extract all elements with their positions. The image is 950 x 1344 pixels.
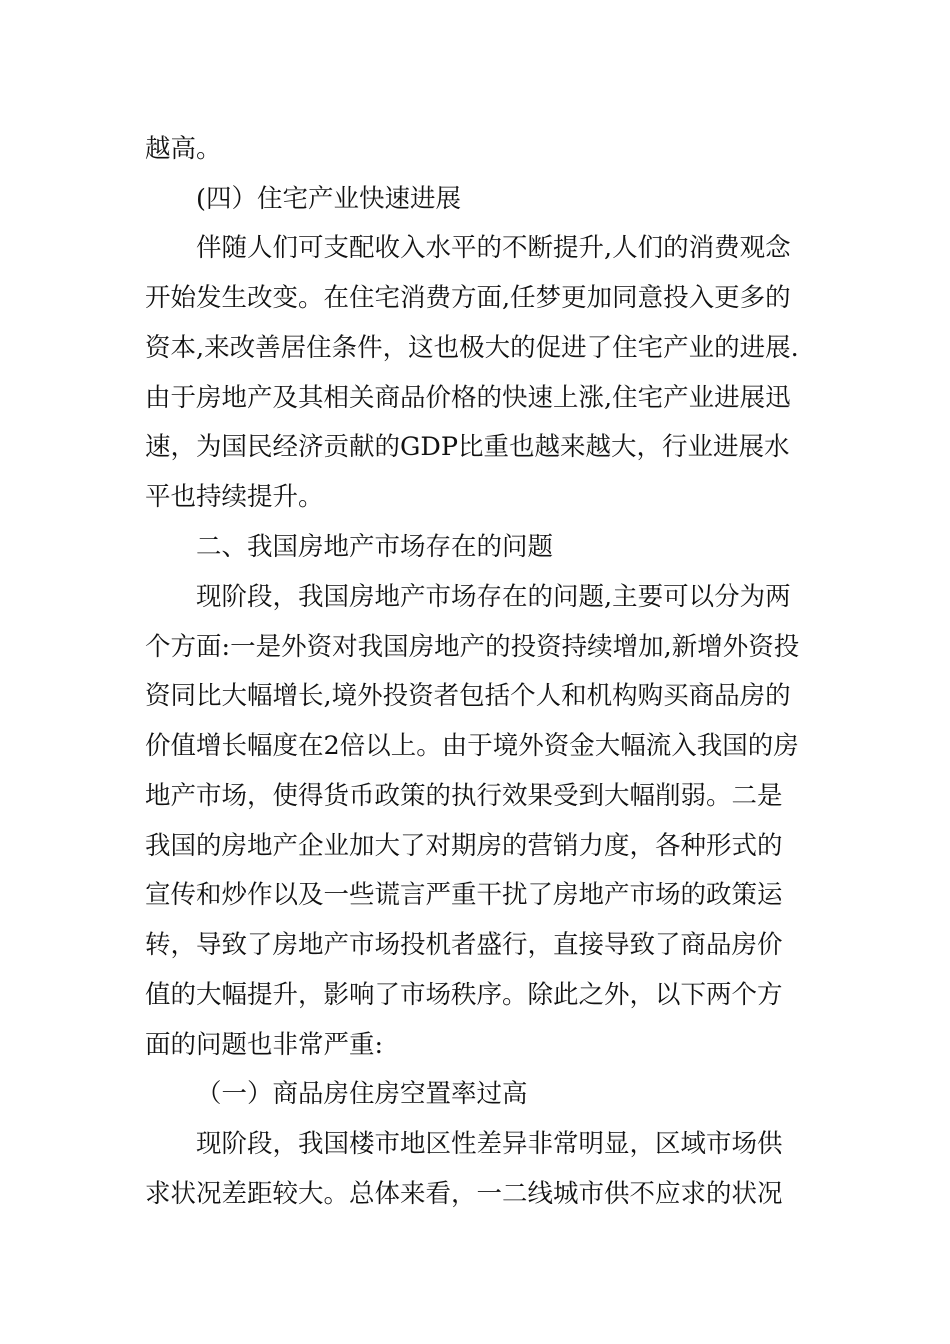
body-text-line: 个方面:一是外资对我国房地产的投资持续增加,新增外资投 — [145, 632, 800, 662]
body-text-line: 地产市场，使得货币政策的执行效果受到大幅削弱。二是 — [145, 781, 783, 811]
body-text-line: 现阶段，我国楼市地区性差异非常明显，区域市场供 — [196, 1129, 783, 1159]
section-heading: 二、我国房地产市场存在的问题 — [196, 532, 554, 562]
body-text-line: 越高。 — [145, 134, 222, 164]
body-text-line: 转，导致了房地产市场投机者盛行，直接导致了商品房价 — [145, 930, 783, 960]
body-text-line: 伴随人们可支配收入水平的不断提升,人们的消费观念 — [196, 233, 791, 263]
body-text-line: 现阶段，我国房地产市场存在的问题,主要可以分为两 — [196, 582, 791, 612]
body-text-line: 资本,来改善居住条件，这也极大的促进了住宅产业的进展. — [145, 333, 799, 363]
body-text-line: 速，为国民经济贡献的GDP比重也越来越大，行业进展水 — [145, 432, 790, 462]
body-text-line: 由于房地产及其相关商品价格的快速上涨,住宅产业进展迅 — [145, 383, 791, 413]
body-text-line: 我国的房地产企业加大了对期房的营销力度，各种形式的 — [145, 831, 783, 861]
body-text-line: 面的问题也非常严重: — [145, 1030, 384, 1060]
body-text-line: 价值增长幅度在2倍以上。由于境外资金大幅流入我国的房 — [145, 731, 799, 761]
section-heading: （一）商品房住房空置率过高 — [196, 1079, 528, 1109]
body-text-line: 值的大幅提升，影响了市场秩序。除此之外，以下两个方 — [145, 980, 783, 1010]
body-text-line: 平也持续提升。 — [145, 482, 324, 512]
body-text-line: 资同比大幅增长,境外投资者包括个人和机构购买商品房的 — [145, 681, 791, 711]
body-text-line: 开始发生改变。在住宅消费方面,任梦更加同意投入更多的 — [145, 283, 791, 313]
body-text-line: 宣传和炒作以及一些谎言严重干扰了房地产市场的政策运 — [145, 880, 783, 910]
section-heading: (四）住宅产业快速进展 — [196, 184, 461, 214]
body-text-line: 求状况差距较大。总体来看，一二线城市供不应求的状况 — [145, 1179, 783, 1209]
